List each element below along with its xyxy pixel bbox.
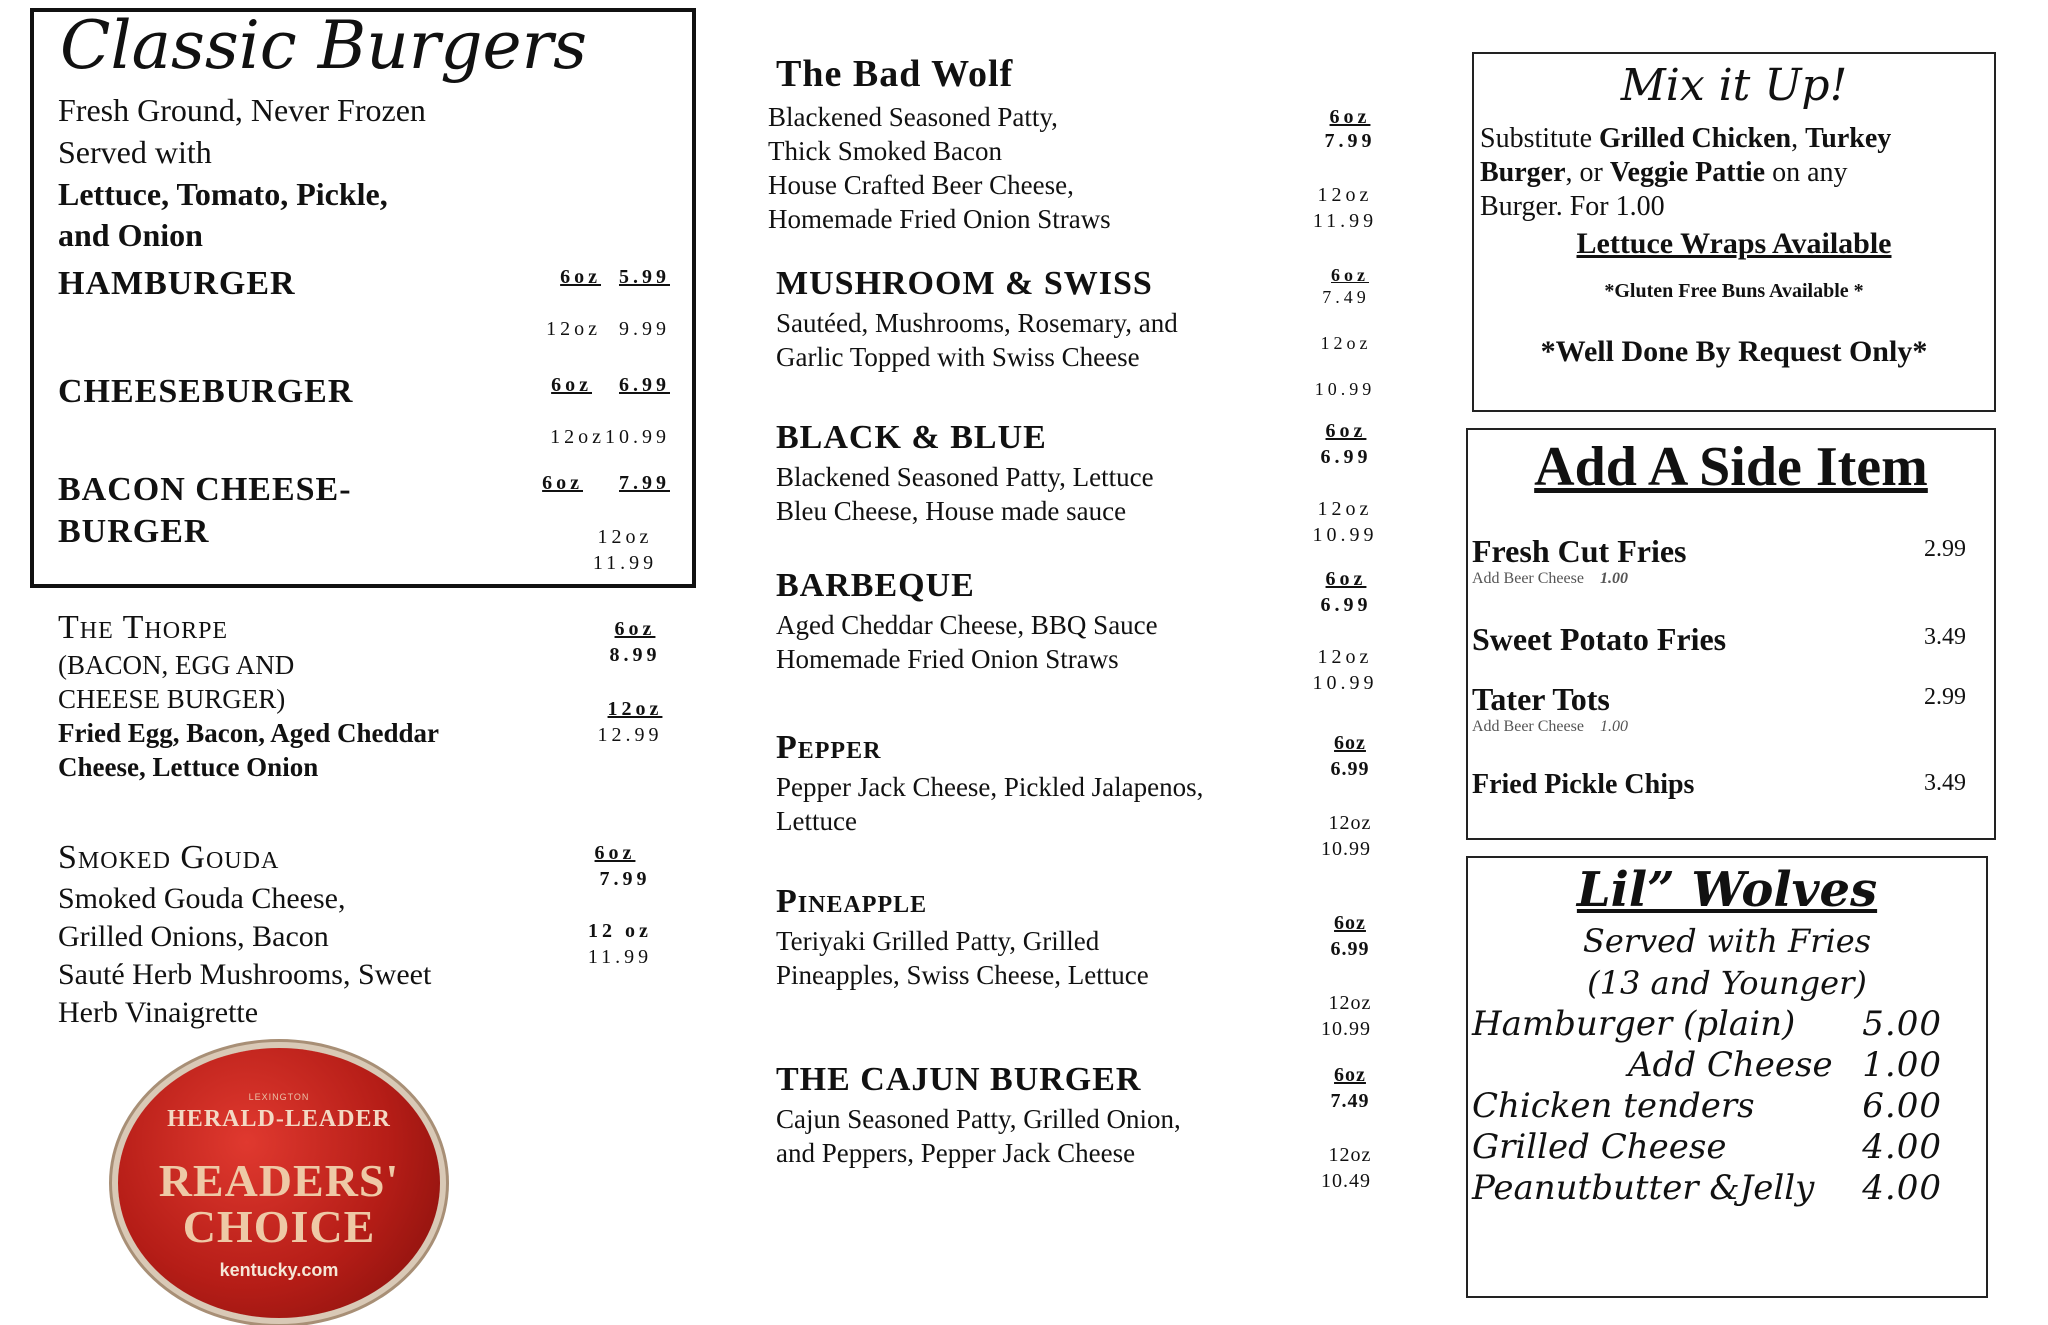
kids-menu-sub-2: (13 and Younger) [1587, 964, 1867, 1002]
size-label: 6oz [1325, 420, 1367, 442]
classic-burgers-title: Classic Burgers [60, 7, 588, 84]
kids-item-name: Add Cheese [1628, 1045, 1833, 1085]
bad-wolf-desc-3: House Crafted Beer Cheese, [768, 170, 1074, 200]
pepper-name: Pepper [776, 729, 882, 766]
black-blue-desc-2: Bleu Cheese, House made sauce [776, 496, 1127, 526]
kids-item-name: Peanutbutter &Jelly [1472, 1168, 1815, 1208]
addon-label: Add Beer Cheese [1472, 570, 1584, 587]
kids-item-hamburger [1472, 1004, 1942, 1044]
kids-item-price: 4.00 [1862, 1168, 1942, 1208]
badge-readers [118, 1155, 440, 1252]
cajun-burger-name: THE CAJUN BURGER [776, 1061, 1142, 1098]
cajun-price-6oz [1300, 1088, 1400, 1114]
mix-line-1 [1480, 122, 1891, 156]
mix-option-chicken: Grilled Chicken [1599, 123, 1792, 154]
classic-served-with: Served with [58, 134, 212, 170]
black-blue-desc-1: Blackened Seasoned Patty, Lettuce [776, 462, 1154, 492]
smoked-gouda-desc-4: Herb Vinaigrette [58, 996, 259, 1029]
mix-text: , or [1565, 157, 1610, 188]
the-thorpe-desc-2: CHEESE BURGER) [58, 684, 286, 714]
mix-text: Substitute [1480, 123, 1600, 154]
size-label: 6oz [1325, 568, 1367, 590]
hamburger-name: HAMBURGER [58, 265, 296, 302]
kids-item-name: Hamburger (plain) [1472, 1004, 1796, 1044]
badge-line-1: READERS' [158, 1155, 400, 1206]
classic-toppings-2: and Onion [58, 217, 203, 253]
bad-wolf-desc-1: Blackened Seasoned Patty, [768, 102, 1058, 132]
mix-text: , [1791, 123, 1806, 154]
mix-line-3: Burger. For 1.00 [1480, 191, 1665, 222]
black-blue-size-6oz [1296, 418, 1396, 444]
price-value: 7.99 [619, 472, 670, 494]
badge-brand: HERALD-LEADER [167, 1106, 391, 1132]
lettuce-wraps-note: Lettuce Wraps Available [1576, 227, 1892, 260]
size-label: 6oz [594, 842, 636, 864]
pineapple-desc-2: Pineapples, Swiss Cheese, Lettuce [776, 960, 1149, 990]
side-item-name: Sweet Potato Fries [1472, 621, 1727, 657]
mix-it-up-title: Mix it Up! [1620, 60, 1848, 111]
smoked-gouda-size-6oz [560, 840, 670, 866]
mushroom-swiss-price-6oz: 7.49 [1322, 287, 1370, 307]
size-label: 6oz [1334, 732, 1366, 754]
kids-item-price: 6.00 [1862, 1086, 1942, 1126]
price-value: 8.99 [609, 644, 661, 666]
hamburger-price-6oz [530, 264, 670, 290]
kids-menu-title: Lil” Wolves [1576, 862, 1878, 918]
bad-wolf-size-12oz: 12oz [1317, 184, 1373, 206]
size-label: 6oz [1329, 106, 1371, 128]
smoked-gouda-size-12oz [560, 918, 680, 944]
pineapple-size-6oz [1300, 910, 1400, 936]
the-thorpe-size-6oz [580, 616, 690, 642]
mushroom-swiss-desc-1: Sautéed, Mushrooms, Rosemary, and [776, 308, 1178, 338]
addon-price: 1.00 [1599, 570, 1628, 587]
size-label: 12oz [546, 318, 601, 340]
side-item-addon [1472, 570, 1966, 588]
size-label: 12oz [550, 426, 605, 448]
the-thorpe-desc-4: Cheese, Lettuce Onion [58, 752, 319, 782]
the-thorpe-desc-1: (BACON, EGG AND [58, 650, 295, 680]
pineapple-desc-1: Teriyaki Grilled Patty, Grilled [776, 926, 1100, 956]
the-thorpe-desc-3: Fried Egg, Bacon, Aged Cheddar [58, 718, 440, 748]
cajun-price-12oz: 10.49 [1321, 1170, 1371, 1192]
pepper-desc-1: Pepper Jack Cheese, Pickled Jalapenos, [776, 772, 1204, 802]
kids-item-price: 5.00 [1862, 1004, 1942, 1044]
kids-item-price: 4.00 [1862, 1127, 1942, 1167]
mushroom-swiss-size-12oz: 12oz [1320, 333, 1372, 353]
size-label: 12oz [607, 698, 663, 720]
size-label: 12 oz [588, 920, 652, 942]
barbeque-name: BARBEQUE [776, 567, 975, 604]
price-value: 6.99 [1330, 758, 1370, 780]
badge-small-text: LEXINGTON [248, 1092, 310, 1102]
smoked-gouda-name: Smoked Gouda [58, 839, 280, 876]
pepper-desc-2: Lettuce [776, 806, 857, 836]
barbeque-size-12oz: 12oz [1317, 646, 1373, 668]
side-item-sweet-potato-fries [1472, 620, 1966, 658]
barbeque-desc-2: Homemade Fried Onion Straws [776, 644, 1119, 674]
cajun-size-6oz [1300, 1062, 1400, 1088]
side-item-price: 2.99 [1924, 684, 1966, 710]
badge-line-2: CHOICE [182, 1201, 376, 1252]
price-value: 6.99 [1330, 938, 1370, 960]
price-value: 10.99 [605, 426, 670, 448]
classic-toppings-1: Lettuce, Tomato, Pickle, [58, 176, 388, 212]
smoked-gouda-price-12oz: 11.99 [587, 946, 653, 968]
kids-item-name: Grilled Cheese [1472, 1127, 1727, 1167]
price-value: 7.49 [1330, 1090, 1370, 1112]
kids-item-chicken-tenders [1472, 1086, 1942, 1126]
mushroom-swiss-name: MUSHROOM & SWISS [776, 265, 1153, 302]
pineapple-size-12oz: 12oz [1328, 992, 1372, 1014]
black-blue-price-6oz [1296, 444, 1396, 470]
smoked-gouda-price-6oz [570, 866, 680, 892]
pepper-size-12oz: 12oz [1328, 812, 1372, 834]
size-label: 6oz [1331, 265, 1369, 285]
barbeque-price-6oz [1296, 592, 1396, 618]
price-value: 6.99 [619, 374, 670, 396]
addon-price: 1.00 [1599, 718, 1628, 735]
price-value: 6.99 [1320, 594, 1372, 616]
mushroom-swiss-desc-2: Garlic Topped with Swiss Cheese [776, 342, 1140, 372]
black-blue-size-12oz: 12oz [1317, 498, 1373, 520]
cheeseburger-price-6oz [510, 372, 670, 398]
size-label: 6oz [560, 266, 601, 288]
bacon-cheeseburger-size-12oz: 12oz [597, 526, 653, 548]
mix-text: on any [1765, 157, 1848, 188]
side-item-name: Fresh Cut Fries [1472, 533, 1687, 569]
side-item-addon [1472, 718, 1966, 736]
price-value: 9.99 [619, 318, 670, 340]
mix-option-veggie: Veggie Pattie [1609, 157, 1766, 188]
cajun-size-12oz: 12oz [1328, 1144, 1372, 1166]
side-item-price: 2.99 [1924, 536, 1966, 562]
smoked-gouda-desc-2: Grilled Onions, Bacon [58, 920, 329, 953]
side-item-price: 3.49 [1924, 770, 1966, 796]
the-thorpe-price-6oz [580, 642, 690, 668]
hamburger-price-12oz [510, 316, 670, 342]
size-label: 6oz [1334, 912, 1366, 934]
bad-wolf-desc-4: Homemade Fried Onion Straws [768, 204, 1111, 234]
side-item-fresh-cut-fries [1472, 532, 1966, 588]
side-item-name: Fried Pickle Chips [1472, 769, 1695, 800]
cheeseburger-price-12oz [510, 424, 670, 450]
kids-item-price: 1.00 [1862, 1045, 1942, 1085]
barbeque-desc-1: Aged Cheddar Cheese, BBQ Sauce [776, 610, 1158, 640]
badge-site: kentucky.com [219, 1260, 339, 1280]
price-value: 6.99 [1320, 446, 1372, 468]
classic-tagline: Fresh Ground, Never Frozen [58, 92, 426, 128]
black-blue-price-12oz: 10.99 [1312, 524, 1378, 546]
smoked-gouda-desc-3: Sauté Herb Mushrooms, Sweet [58, 958, 432, 991]
bacon-cheeseburger-price-12oz: 11.99 [592, 552, 658, 574]
kids-item-grilled-cheese [1472, 1127, 1942, 1167]
readers-choice-badge [118, 1048, 440, 1318]
size-label: 6oz [1334, 1064, 1366, 1086]
bacon-cheeseburger-name-1: BACON CHEESE- [58, 471, 352, 508]
price-value: 5.99 [619, 266, 670, 288]
cajun-burger-desc-2: and Peppers, Pepper Jack Cheese [776, 1138, 1136, 1168]
mix-option-turkey: Turkey [1805, 123, 1892, 154]
gluten-free-note: *Gluten Free Buns Available * [1604, 280, 1864, 302]
the-thorpe-name: The Thorpe [58, 609, 229, 646]
price-value: 7.99 [1324, 130, 1376, 152]
mushroom-swiss-price-12oz: 10.99 [1314, 379, 1376, 399]
price-value: 7.99 [599, 868, 651, 890]
the-thorpe-size-12oz [580, 696, 690, 722]
side-item-price: 3.49 [1924, 624, 1966, 650]
size-label: 6oz [551, 374, 592, 396]
bad-wolf-desc-2: Thick Smoked Bacon [768, 136, 1002, 166]
pepper-price-12oz: 10.99 [1321, 838, 1371, 860]
pepper-size-6oz [1300, 730, 1400, 756]
cajun-burger-desc-1: Cajun Seasoned Patty, Grilled Onion, [776, 1104, 1181, 1134]
bad-wolf-name: The Bad Wolf [776, 53, 1014, 95]
smoked-gouda-desc-1: Smoked Gouda Cheese, [58, 882, 346, 915]
bad-wolf-price-6oz [1300, 128, 1400, 154]
cheeseburger-name: CHEESEBURGER [58, 373, 354, 410]
pineapple-name: Pineapple [776, 883, 928, 920]
pineapple-price-6oz [1300, 936, 1400, 962]
barbeque-size-6oz [1296, 566, 1396, 592]
mix-option-burger: Burger [1480, 157, 1566, 188]
side-item-tater-tots [1472, 680, 1966, 736]
kids-item-add-cheese [1472, 1045, 1942, 1085]
mix-line-2 [1480, 156, 1848, 190]
size-label: 6oz [542, 472, 583, 494]
bacon-cheeseburger-price-6oz [500, 470, 670, 496]
kids-item-name: Chicken tenders [1472, 1086, 1755, 1126]
black-blue-name: BLACK & BLUE [776, 419, 1047, 456]
pepper-price-6oz [1300, 756, 1400, 782]
bad-wolf-size-6oz [1300, 104, 1400, 130]
pineapple-price-12oz: 10.99 [1321, 1018, 1371, 1040]
kids-item-pbj [1472, 1168, 1942, 1208]
addon-label: Add Beer Cheese [1472, 718, 1584, 735]
side-item-fried-pickle-chips [1472, 766, 1966, 804]
the-thorpe-price-12oz: 12.99 [597, 724, 663, 746]
side-items-title: Add A Side Item [1534, 436, 1928, 498]
well-done-note: *Well Done By Request Only* [1540, 335, 1928, 368]
bacon-cheeseburger-name-2: BURGER [58, 513, 210, 550]
size-label: 6oz [614, 618, 656, 640]
barbeque-price-12oz: 10.99 [1312, 672, 1378, 694]
side-item-name: Tater Tots [1472, 681, 1610, 717]
bad-wolf-price-12oz: 11.99 [1312, 210, 1378, 232]
kids-menu-sub-1: Served with Fries [1582, 922, 1872, 960]
